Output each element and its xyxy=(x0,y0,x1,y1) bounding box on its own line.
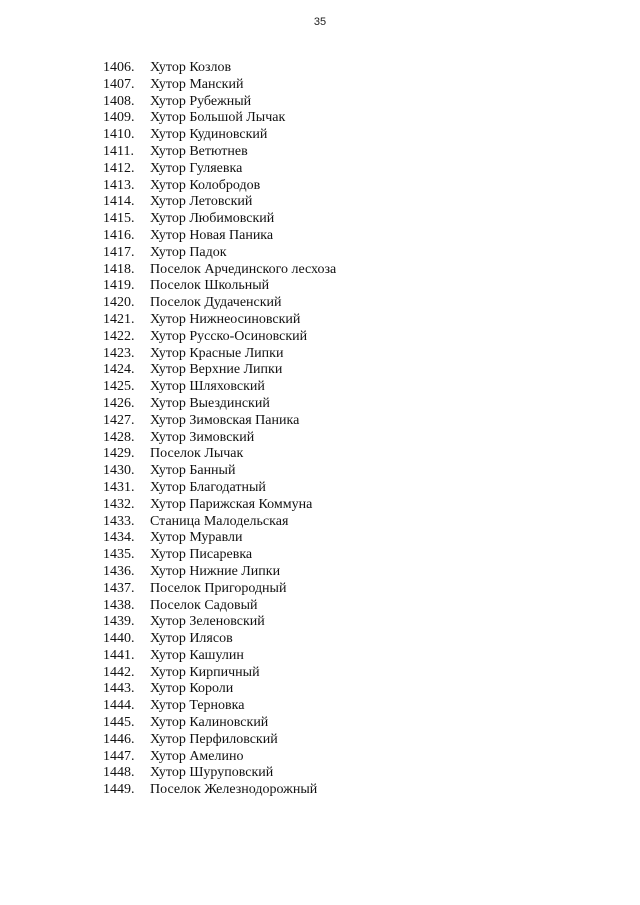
entry-name: Хутор Новая Паника xyxy=(150,227,274,243)
entry-number: 1421. xyxy=(103,311,135,327)
entry-name: Хутор Парижская Коммуна xyxy=(150,496,313,512)
entry-name: Хутор Зимовская Паника xyxy=(150,412,300,428)
entry-name: Хутор Писаревка xyxy=(150,547,253,563)
entry-name: Хутор Колобродов xyxy=(150,177,261,193)
entry-name: Хутор Козлов xyxy=(150,60,232,75)
entry-name: Хутор Большой Лычак xyxy=(150,110,286,126)
entry-number: 1419. xyxy=(103,278,135,294)
entry-name: Станица Малодельская xyxy=(150,513,289,529)
entry-name: Хутор Верхние Липки xyxy=(150,362,283,378)
entry-number: 1415. xyxy=(103,211,135,227)
entry-name: Хутор Манский xyxy=(150,76,244,92)
entry-number: 1407. xyxy=(103,76,135,92)
entry-number: 1438. xyxy=(103,597,135,613)
entry-name: Хутор Русско-Осиновский xyxy=(150,328,308,344)
entry-name: Хутор Кудиновский xyxy=(150,127,268,143)
entry-number: 1446. xyxy=(103,731,135,747)
entry-name: Хутор Муравли xyxy=(150,530,243,546)
entry-name: Поселок Школьный xyxy=(150,278,270,294)
entry-number: 1447. xyxy=(103,748,135,764)
page-number: 35 xyxy=(313,16,327,28)
entry-number: 1422. xyxy=(103,328,135,344)
entry-name: Хутор Калиновский xyxy=(150,715,269,731)
entry-number: 1437. xyxy=(103,580,135,596)
entry-number: 1408. xyxy=(103,93,135,109)
entry-number: 1427. xyxy=(103,412,135,428)
entry-name: Хутор Гуляевка xyxy=(150,160,243,176)
entry-number: 1444. xyxy=(103,698,135,714)
entry-number: 1424. xyxy=(103,362,135,378)
entry-number: 1425. xyxy=(103,379,135,395)
entry-number: 1449. xyxy=(103,782,135,798)
entry-number: 1409. xyxy=(103,110,135,126)
entry-number: 1423. xyxy=(103,345,135,361)
entry-number: 1410. xyxy=(103,127,135,143)
entry-number: 1412. xyxy=(103,160,135,176)
entry-name: Хутор Шляховский xyxy=(150,379,265,395)
entry-name: Поселок Арчединского лесхоза xyxy=(150,261,337,277)
entry-number: 1414. xyxy=(103,194,135,210)
entry-number: 1431. xyxy=(103,479,135,495)
entry-number: 1439. xyxy=(103,614,135,630)
entry-name: Хутор Нижнеосиновский xyxy=(150,311,301,327)
entry-name: Хутор Благодатный xyxy=(150,479,266,495)
entry-name: Хутор Любимовский xyxy=(150,211,275,227)
entry-number: 1445. xyxy=(103,715,135,731)
entry-name: Хутор Перфиловский xyxy=(150,731,278,747)
entry-name: Хутор Летовский xyxy=(150,194,253,210)
entry-name: Хутор Падок xyxy=(150,244,227,260)
entry-name: Хутор Илясов xyxy=(150,631,233,647)
entry-number: 1417. xyxy=(103,244,135,260)
entry-number: 1426. xyxy=(103,395,135,411)
entry-number: 1429. xyxy=(103,446,135,462)
entry-name: Хутор Кирпичный xyxy=(150,664,260,680)
entry-number: 1430. xyxy=(103,463,135,479)
entry-name: Поселок Садовый xyxy=(150,597,258,613)
entry-number: 1435. xyxy=(103,547,135,563)
entry-number: 1442. xyxy=(103,664,135,680)
entry-number: 1420. xyxy=(103,295,135,311)
entry-name: Хутор Зимовский xyxy=(150,429,255,445)
entry-number: 1443. xyxy=(103,681,135,697)
entry-name: Хутор Шуруповский xyxy=(150,765,274,781)
entry-name: Хутор Зеленовский xyxy=(150,614,265,630)
entry-number: 1432. xyxy=(103,496,135,512)
entry-number: 1418. xyxy=(103,261,135,277)
entry-name: Хутор Кашулин xyxy=(150,647,244,663)
entry-name: Хутор Короли xyxy=(150,681,234,697)
entry-number: 1406. xyxy=(103,60,135,75)
entry-name: Хутор Выездинский xyxy=(150,395,270,411)
entry-name: Хутор Нижние Липки xyxy=(150,563,281,579)
entry-name: Поселок Дудаченский xyxy=(150,295,282,311)
entry-number: 1436. xyxy=(103,563,135,579)
entry-name: Хутор Терновка xyxy=(150,698,245,714)
entry-number: 1433. xyxy=(103,513,135,529)
entry-number: 1416. xyxy=(103,227,135,243)
entry-name: Поселок Лычак xyxy=(150,446,244,462)
entry-name: Хутор Красные Липки xyxy=(150,345,284,361)
entry-number: 1441. xyxy=(103,647,135,663)
entry-name: Поселок Пригородный xyxy=(150,580,287,596)
entry-number: 1434. xyxy=(103,530,135,546)
entry-name: Поселок Железнодорожный xyxy=(150,782,318,798)
entry-number: 1440. xyxy=(103,631,135,647)
entry-name: Хутор Ветютнев xyxy=(150,143,248,159)
entry-name: Хутор Рубежный xyxy=(150,93,252,109)
entry-name: Хутор Банный xyxy=(150,463,236,479)
entry-number: 1428. xyxy=(103,429,135,445)
entry-number: 1448. xyxy=(103,765,135,781)
entry-number: 1413. xyxy=(103,177,135,193)
entry-name: Хутор Амелино xyxy=(150,748,244,764)
entry-number: 1411. xyxy=(103,143,134,159)
